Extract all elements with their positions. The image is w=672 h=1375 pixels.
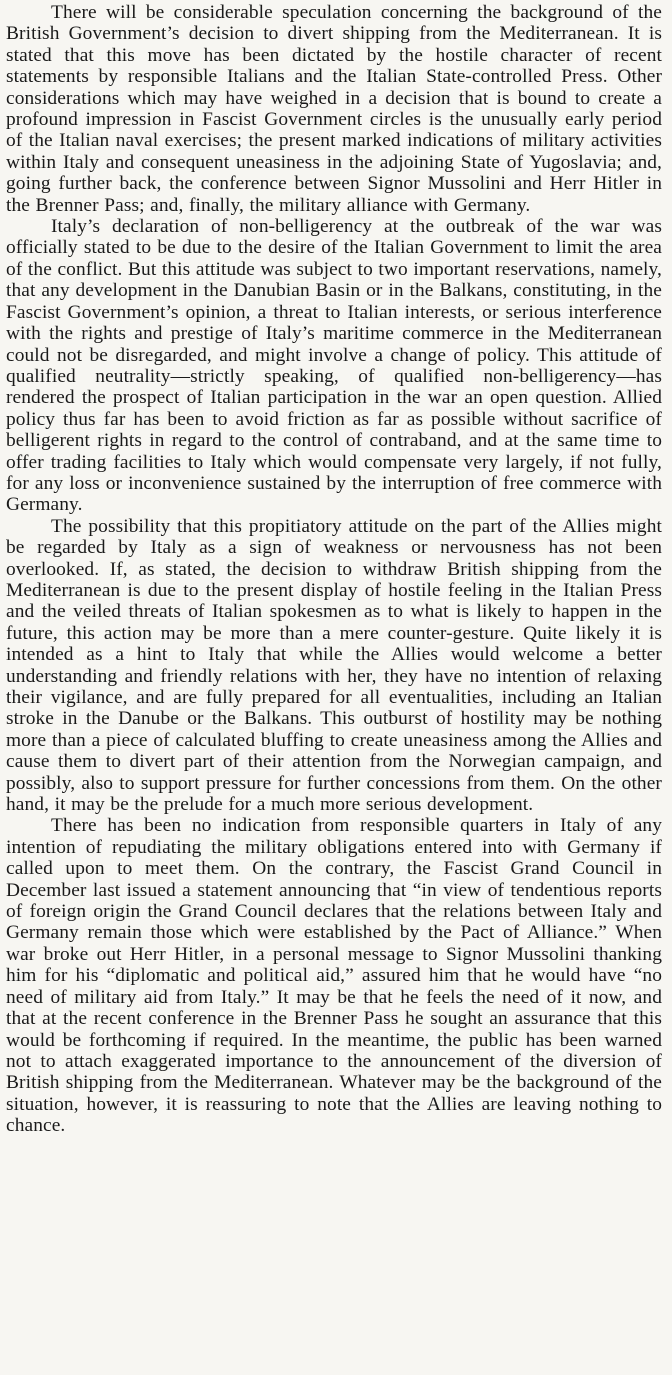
paragraph-british-shipping-decision: There will be considerable speculation concerning the background of the British Government’s decision to divert shipping from the Mediterranean. It is stated that this move has been dictated by the hostile character of recent statements by responsible Italians and the Italian State-controlled Press. Other considerations which may have weighed in a decision that is bound to create a profound impression in Fascist Government circles is the unusually early period of the Italian naval exercises; the present marked indications of military activities within Italy and consequent uneasiness in the adjoining State of Yugoslavia; and, going further back, the conference between Signor Mussolini and Herr Hitler in the Brenner Pass; and, finally, the military alliance with Germany. [6,2,662,216]
paragraph-propitiatory-attitude: The possibility that this propitiatory attitude on the part of the Allies might be regarded by Italy as a sign of weakness or nervousness has not been overlooked. If, as stated, the decision to withdraw British shipping from the Mediterranean is due to the present display of hostile feeling in the Italian Press and the veiled threats of Italian spokesmen as to what is likely to happen in the future, this action may be more than a mere counter-gesture. Quite likely it is intended as a hint to Italy that while the Allies would welcome a better understanding and friendly relations with her, they have no intention of relaxing their vigilance, and are fully prepared for all eventualities, including an Italian stroke in the Danube or the Balkans. This outburst of hostility may be nothing more than a piece of calculated bluffing to create uneasiness among the Allies and cause them to divert part of their attention from the Norwegian campaign, and possibly, also to support pressure for further concessions from them. On the other hand, it may be the prelude for a much more serious development. [6,515,662,816]
paragraph-italy-non-belligerency: Italy’s declaration of non-belligerency at the outbreak of the war was officially stated to be due to the desire of the Italian Government to limit the area of the conflict. But this attitude was subject to two important reservations, namely, that any development in the Danubian Basin or in the Balkans, constituting, in the Fascist Government’s opinion, a threat to Italian interests, or serious interference with the rights and prestige of Italy’s maritime commerce in the Mediterranean could not be disregarded, and might involve a change of policy. This attitude of qualified neutrality—strictly speaking, of qualified non-belligerency—has rendered the prospect of Italian participation in the war an open question. Allied policy thus far has been to avoid friction as far as possible without sacrifice of belligerent rights in regard to the control of contraband, and at the same time to offer trading facilities to Italy which would compensate very largely, if not fully, for any loss or inconvenience sustained by the interruption of free commerce with Germany. [6,216,662,516]
paragraph-military-obligations: There has been no indication from responsible quarters in Italy of any intention of repudiating the military obligations entered into with Germany if called upon to meet them. On the contrary, the Fascist Grand Council in December last issued a statement announcing that “in view of tendentious reports of foreign origin the Grand Council declares that the relations between Italy and Germany remain those which were established by the Pact of Alliance.” When war broke out Herr Hitler, in a personal message to Signor Mussolini thanking him for his “diplomatic and political aid,” assured him that he would have “no need of military aid from Italy.” It may be that he feels the need of it now, and that at the recent conference in the Brenner Pass he sought an assurance that this would be forthcoming if required. In the meantime, the public has been warned not to attach exaggerated importance to the announcement of the diversion of British shipping from the Mediterranean. Whatever may be the background of the situation, however, it is reassuring to note that the Allies are leaving nothing to chance. [6,815,662,1137]
